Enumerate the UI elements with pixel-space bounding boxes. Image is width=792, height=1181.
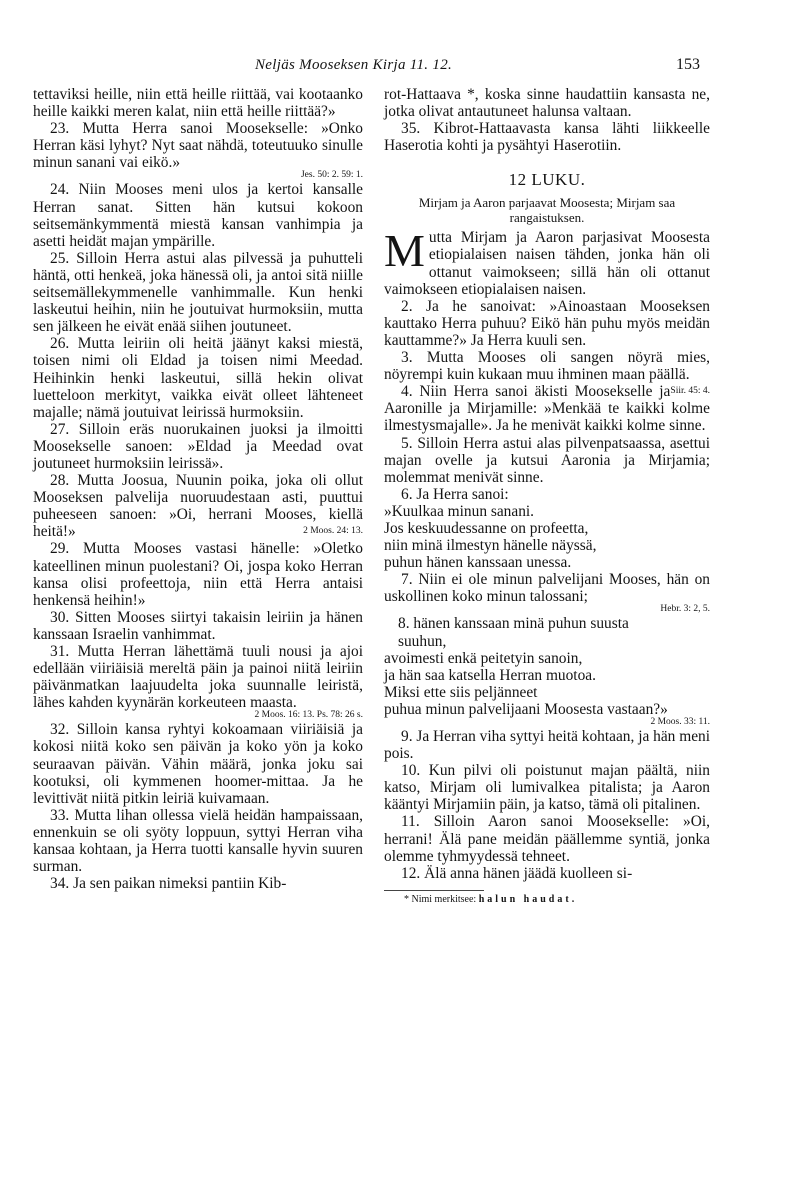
chapter-title: 12 LUKU. xyxy=(508,170,586,190)
left-column xyxy=(33,86,363,892)
page-header xyxy=(0,54,792,80)
verse-paragraph xyxy=(384,349,710,397)
poem-line: ja hän saa katsella Herran muotoa. xyxy=(384,666,596,684)
verse-paragraph xyxy=(33,875,363,892)
verse-text: 2. Ja he sanoivat: »Ainoastaan Mooseksen kauttako Herra puhuu? Eikö hän puhu myös meidän kauttamme?» Ja Herra kuuli sen. xyxy=(384,297,710,349)
poem-line: suuhun, xyxy=(398,632,447,650)
cross-reference: Siir. 45: 4. xyxy=(670,386,710,397)
chapter-summary: Mirjam ja Aaron parjaavat Moosesta; Mirjam saa rangaistuksen. xyxy=(418,195,676,226)
verse-paragraph xyxy=(33,472,363,540)
cross-reference: Hebr. 3: 2, 5. xyxy=(660,604,710,615)
verse-text: 3. Mutta Mooses oli sangen nöyrä mies, nöyrempi kuin kukaan muu ihminen maan päällä. xyxy=(384,349,710,384)
verse-7: 7. Niin ei ole minun palvelijani Mooses, hän on uskollinen koko minun talossani; xyxy=(384,571,710,606)
footnote-spaced-text: halun haudat. xyxy=(478,893,578,905)
cross-reference: Jes. 50: 2. 59: 1. xyxy=(300,170,363,181)
verse-paragraph xyxy=(33,250,363,335)
verse-text: 23. Mutta Herra sanoi Moosekselle: »Onko Herran käsi lyhyt? Nyt saat nähdä, toteutuuko sinulle minun sanani vai eikö.» xyxy=(33,120,363,172)
verse-text: 4. Niin Herra sanoi äkisti Moosekselle ja Aaronille ja Mirjamille: »Menkää te kaikki kolme ilmestysmajalle». Ja he menivät kaikki kolme sinne. xyxy=(384,383,710,435)
verse-text: 32. Silloin kansa ryhtyi kokoamaan viiriäisiä ja kokosi niitä koko sen päivän ja koko yön ja koko seuraavan päivän. Vähin määrä, jonka joku sai kootuksi, oli kymmenen hoomer-mittaa. Ja he levittivät niitä pitkin leiriä kuivamaan. xyxy=(33,721,363,807)
verse-paragraph xyxy=(33,540,363,608)
page-number: 153 xyxy=(676,56,700,73)
verse-paragraph xyxy=(384,298,710,349)
poem-line: Jos keskuudessanne on profeetta, xyxy=(384,519,589,537)
poem-line: niin minä ilmestyn hänelle näyssä, xyxy=(384,537,597,555)
verse-paragraph xyxy=(33,609,363,643)
footnote-divider xyxy=(384,890,484,891)
verse-text: 11. Silloin Aaron sanoi Moosekselle: »Oi, herrani! Älä pane meidän päällemme syntiä, jonka olemme tyhmyydessä tehneet. xyxy=(384,813,710,865)
verse-paragraph xyxy=(33,807,363,875)
verse-text: 33. Mutta lihan ollessa vielä heidän hampaissaan, ennenkuin se oli syöty loppuun, syttyi Herran viha kansaa kohtaan, ja Herra tuotti kansalle hyvin suuren surman. xyxy=(33,806,363,876)
cross-reference: 2 Moos. 24: 13. xyxy=(303,526,363,537)
poem-verse-8 xyxy=(384,615,710,718)
verse-text: 35. Kibrot-Hattaavasta kansa lähti liikkeelle Haserotia kohti ja pysähtyi Haserotiin. xyxy=(384,120,710,155)
verse-text: 29. Mutta Mooses vastasi hänelle: »Oletko kateellinen minun puolestani? Oi, jospa koko Herran kansa olisi profeettoja, niin että Herra antaisi henkensä heihin!» xyxy=(33,540,363,609)
verse-text: 12. Älä anna hänen jäädä kuolleen si- xyxy=(401,864,633,882)
verse-text: tettaviksi heille, niin että heille riittää, vai kootaanko heille kaikki meren kalat, niin että heille riittää?» xyxy=(33,86,363,121)
first-paragraph-text: utta Mirjam ja Aaron parjasivat Moosesta etiopialaisen naisen tähden, jonka hän oli ottanut vaimokseen; sillä hän oli ottanut vaimokseen etiopialaisen naisen. xyxy=(384,229,710,298)
cross-reference: 2 Moos. 33: 11. xyxy=(650,717,710,727)
running-title: Neljäs Mooseksen Kirja 11. 12. xyxy=(255,57,453,73)
verse-text: 27. Silloin eräs nuorukainen juoksi ja ilmoitti Moosekselle sanoen: »Eldad ja Meedad ovat joutuneet hurmoksiin leirissä». xyxy=(33,420,363,472)
cross-reference: 2 Moos. 16: 13. Ps. 78: 26 s. xyxy=(254,710,363,721)
verse-paragraph xyxy=(384,486,710,503)
verse-text: 30. Sitten Mooses siirtyi takaisin leiriin ja hänen kanssaan Israelin vanhimmat. xyxy=(33,608,363,643)
verse-paragraph xyxy=(33,643,363,711)
poem-line: puhua minun palvelijaani Moosesta vastaan?» xyxy=(384,700,668,718)
footnote-label: Nimi merkitsee: xyxy=(411,893,477,905)
verse-text: 5. Silloin Herra astui alas pilvenpatsaassa, asettui majan ovelle ja kutsui Aaronia ja Mirjamia; molemmat menivät sinne. xyxy=(384,434,710,486)
poem-line: Miksi ette siis peljänneet xyxy=(384,683,538,701)
verse-paragraph xyxy=(384,762,710,813)
verse-paragraph xyxy=(33,181,363,249)
verse-text: 28. Mutta Joosua, Nuunin poika, joka oli ollut Mooseksen palvelija nuoruudestaan asti, puuttui puheeseen sanoen: »Oi, herrani Mooses, kiellä heitä!» xyxy=(33,472,363,541)
verse-paragraph xyxy=(33,335,363,420)
verse-paragraph xyxy=(33,86,363,120)
verse-paragraph xyxy=(384,120,710,154)
drop-cap: M xyxy=(384,225,425,277)
verse-text: 34. Ja sen paikan nimeksi pantiin Kib- xyxy=(50,875,287,893)
verse-paragraph xyxy=(384,728,710,762)
poem-line: 8. hänen kanssaan minä puhun suusta xyxy=(398,615,629,633)
verse-text: 10. Kun pilvi oli poistunut majan päältä, niin katso, Mirjam oli lumivalkea pitalista; ja Aaron kääntyi Mirjamiin päin, ja katso, tämä oli pitalinen. xyxy=(384,762,710,814)
verse-text: 26. Mutta leiriin oli heitä jäänyt kaksi miestä, toisen nimi oli Eldad ja toisen nimi Meedad. Heihinkin henki laskeutui, sillä hekin olivat luetteloon merkityt, vaikka eivät olleet lähteneet majalle; nämä joutuivat leirissä hurmoksiin. xyxy=(33,335,363,421)
verse-paragraph xyxy=(33,721,363,806)
footnote-marker: * xyxy=(404,893,409,905)
poem-line: avoimesti enkä peitetyin sanoin, xyxy=(384,649,583,667)
verse-paragraph xyxy=(33,120,363,171)
footnote xyxy=(404,894,710,906)
verse-paragraph xyxy=(384,383,710,434)
verse-text: 25. Silloin Herra astui alas pilvessä ja puhutteli häntä, otti henkeä, joka hänessä oli, ja antoi sitä niille seitsemällekymmenelle vanhimmalle. Kun henki laskeutui heihin, niin he joutuivat hurmoksiin, mutta sen jälkeen he eivät enää siihen joutuneet. xyxy=(33,249,363,336)
verse-paragraph xyxy=(384,86,710,120)
verse-paragraph xyxy=(384,813,710,864)
verse-text: 31. Mutta Herran lähettämä tuuli nousi ja ajoi edellään viiriäisiä mereltä päin ja painoi niitä leiriin päivänmatkan laajuudelta joka suunnalle leiristä, lähes kahden kyynärän korkeuteen maasta. xyxy=(33,643,363,712)
verse-paragraph xyxy=(33,421,363,472)
poem-line: puhun hänen kanssaan unessa. xyxy=(384,554,572,572)
verse-paragraph xyxy=(384,435,710,486)
verse-text: 6. Ja Herra sanoi: xyxy=(401,485,509,503)
poem-line: »Kuulkaa minun sanani. xyxy=(384,502,535,520)
verse-paragraph xyxy=(384,865,710,882)
poem-verse-6 xyxy=(384,503,710,571)
verse-text: rot-Hattaava *, koska sinne haudattiin kansasta ne, jotka olivat antautuneet halunsa valtaan. xyxy=(384,86,710,121)
right-column xyxy=(384,86,710,906)
verse-text: 9. Ja Herran viha syttyi heitä kohtaan, ja hän meni pois. xyxy=(384,728,711,763)
verse-text: 24. Niin Mooses meni ulos ja kertoi kansalle Herran sanat. Sitten hän kutsui kokoon seitsemänkymmentä miestä kansan vanhimpia ja asetti heidät majan ympärille. xyxy=(33,181,363,250)
chapter-first-paragraph xyxy=(384,225,710,298)
